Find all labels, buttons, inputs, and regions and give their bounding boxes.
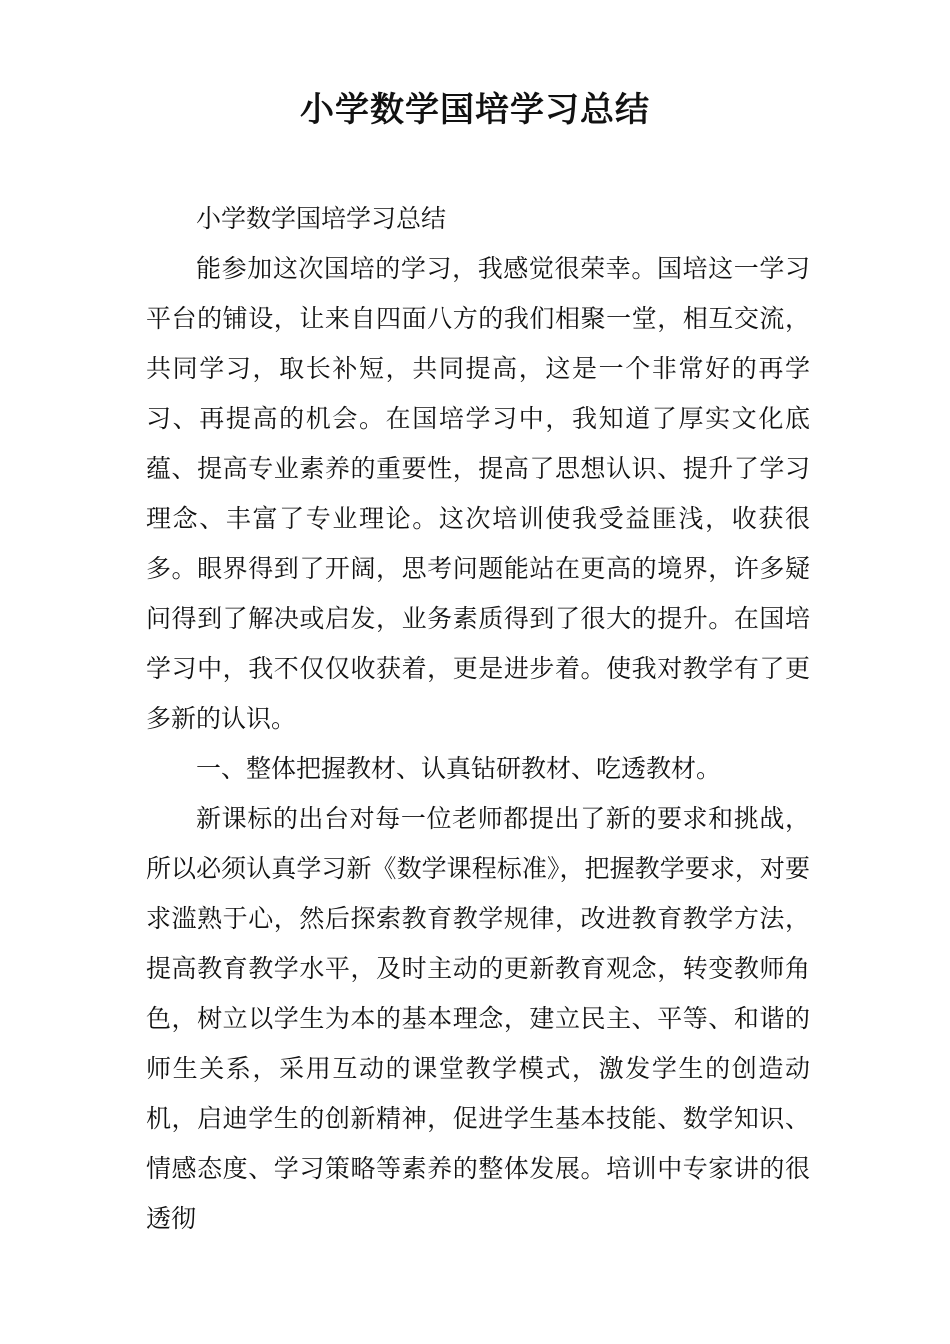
section-heading-1: 一、整体把握教材、认真钻研教材、吃透教材。 [196,754,722,783]
paragraph-introduction: 能参加这次国培的学习，我感觉很荣幸。国培这一学习平台的铺设，让来自四面八方的我们相聚一堂，相互交流，共同学习，取长补短，共同提高，这是一个非常好的再学习、再提高的机会。在国培学习中，我知道了厚实文化底蕴、提高专业素养的重要性，提高了思想认识、提升了学习理念、丰富了专业理论。这次培训使我受益匪浅，收获很多。眼界得到了开阔，思考问题能站在更高的境界，许多疑问得到了解决或启发，业务素质得到了很大的提升。在国培学习中，我不仅仅收获着，更是进步着。使我对教学有了更多新的认识。 [146,254,810,733]
document-title: 小学数学国培学习总结 [300,90,650,130]
paragraph-subtitle: 小学数学国培学习总结 [196,204,447,233]
paragraph-section-1: 新课标的出台对每一位老师都提出了新的要求和挑战，所以必须认真学习新《数学课程标准》，把握教学要求，对要求滥熟于心，然后探索教育教学规律，改进教育教学方法，提高教育教学水平，及时主动的更新教育观念，转变教师角色，树立以学生为本的基本理念，建立民主、平等、和谐的师生关系，采用互动的课堂教学模式，激发学生的创造动机，启迪学生的创新精神，促进学生基本技能、数学知识、情感态度、学习策略等素养的整体发展。培训中专家讲的很透彻 [146,804,810,1233]
document-body [146,194,810,1244]
